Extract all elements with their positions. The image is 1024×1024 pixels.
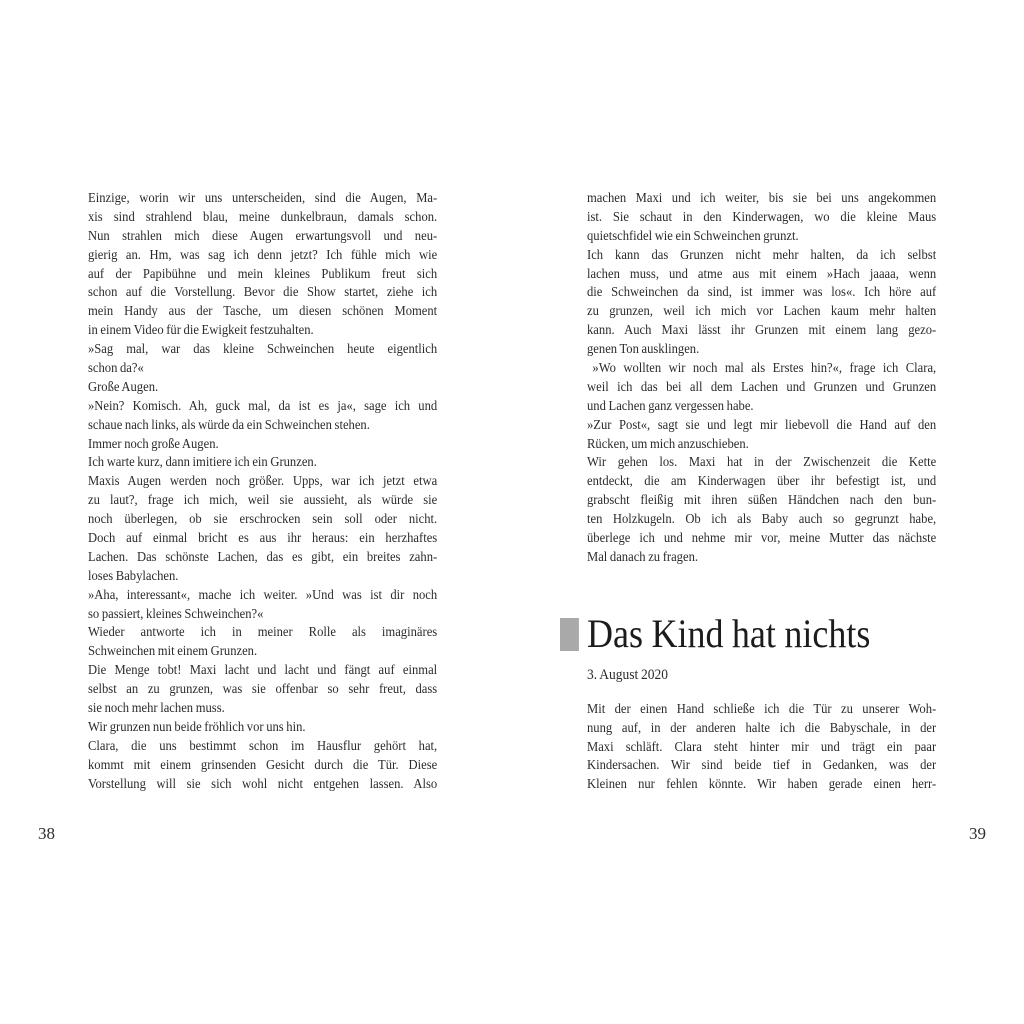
text-line: Schweinchen mit einem Grunzen. (88, 644, 258, 660)
text-line: Doch auf einmal bricht es aus ihr heraus: ein herzhaftes (88, 531, 438, 547)
text-line: zu laut?, frage ich mich, weil sie aussieht, als würde sie (88, 493, 438, 509)
text-line: überlege ich und nehme mir vor, meine Mutter das nächste (587, 531, 937, 547)
text-line: nung auf, in der anderen halte ich die Babyschale, in der (587, 720, 937, 736)
text-line: in einem Video für die Ewigkeit festzuhalten. (88, 323, 314, 339)
text-line: Rücken, um mich anzuschieben. (587, 436, 749, 452)
text-line: gierig an. Hm, was sag ich denn jetzt? Ich fühle mich wie (88, 247, 438, 263)
text-line: noch überlegen, ob sie erschrocken sein soll oder nicht. (88, 512, 438, 528)
text-line: und Lachen ganz vergessen habe. (587, 398, 754, 414)
text-line: ist. Sie schaut in den Kinderwagen, wo die kleine Maus (587, 209, 937, 225)
text-line: »Zur Post«, sagt sie und legt mir liebevoll die Hand auf den (587, 417, 937, 433)
text-line: machen Maxi und ich weiter, bis sie bei uns angekommen (587, 191, 937, 206)
text-line: Wieder antworte ich in meiner Rolle als imaginäres (88, 625, 438, 641)
chapter-heading-row (587, 612, 936, 656)
text-line: Clara, die uns bestimmt schon im Hausflur gehört hat, (88, 738, 438, 754)
text-line: schon auf die Vorstellung. Bevor die Show startet, ziehe ich (88, 285, 438, 301)
text-line: zu grunzen, weil ich mich vor Lachen kaum mehr halten (587, 304, 937, 320)
text-line: Immer noch große Augen. (88, 436, 219, 452)
left-page-text-column (88, 190, 437, 795)
text-line: kommt mit einem grinsenden Gesicht durch die Tür. Diese (88, 757, 438, 773)
text-line: Die Menge tobt! Maxi lacht und lacht und fängt auf einmal (88, 663, 438, 679)
text-line: genen Ton ausklingen. (587, 342, 700, 358)
chapter-marker-square (560, 618, 579, 651)
text-line: ten Holzkugeln. Ob ich als Baby auch so gegrunzt habe, (587, 512, 937, 528)
text-line: »Aha, interessant«, mache ich weiter. »Und was ist dir noch (88, 587, 438, 603)
text-line: »Wo wollten wir noch mal als Erstes hin?«, frage ich Clara, (592, 361, 937, 377)
right-page-text-after-chapter (587, 701, 936, 795)
text-line: »Sag mal, war das kleine Schweinchen heute eigentlich (88, 342, 438, 358)
text-line: kann. Auch Maxi lässt ihr Grunzen mit einem lang gezo- (587, 323, 937, 339)
text-line: selbst an zu grunzen, was sie offenbar so sehr freut, dass (88, 682, 438, 698)
text-line: lachen muss, und atme aus mit einem »Hach jaaaa, wenn (587, 266, 937, 282)
text-line: Maxis Augen werden noch größer. Upps, war ich jetzt etwa (88, 474, 438, 490)
text-line: Wir gehen los. Maxi hat in der Zwischenzeit die Kette (587, 455, 937, 471)
text-line: sie noch mehr lachen muss. (88, 701, 225, 717)
text-line: schaue nach links, als würde da ein Schweinchen stehen. (88, 417, 370, 433)
text-line: grabscht fleißig mit ihren süßen Händchen nach den bun- (587, 493, 937, 509)
text-line: Ich kann das Grunzen nicht mehr halten, da ich selbst (587, 247, 937, 263)
text-line: mein Handy aus der Tasche, um diesen schönen Moment (88, 304, 438, 320)
text-line: Einzige, worin wir uns unterscheiden, sind die Augen, Ma- (88, 191, 438, 206)
right-page-text-column (587, 190, 936, 795)
text-line: Wir grunzen nun beide fröhlich vor uns hin. (88, 719, 306, 735)
text-line: Kleinen nur fehlen könnte. Wir haben gerade einen herr- (587, 777, 937, 793)
text-line: Vorstellung will sie sich wohl nicht entgehen lassen. Also (88, 776, 438, 792)
text-line: quietschfidel wie ein Schweinchen grunzt. (587, 228, 799, 244)
text-line: so passiert, kleines Schweinchen?« (88, 606, 264, 622)
text-line: »Nein? Komisch. Ah, guck mal, da ist es ja«, sage ich und (88, 398, 438, 414)
text-line: Nun strahlen mich diese Augen erwartungsvoll und neu- (88, 228, 438, 244)
page-number-right: 39 (969, 824, 986, 843)
text-line: Ich warte kurz, dann imitiere ich ein Grunzen. (88, 455, 317, 471)
text-line: Maxi schläft. Clara steht hinter mir und trägt ein paar (587, 739, 937, 755)
right-page-text-before-chapter (587, 190, 936, 568)
page-number-left: 38 (38, 824, 55, 843)
text-line: Mal danach zu fragen. (587, 549, 699, 565)
text-line: die Schweinchen da sind, ist immer was los«. Ich höre auf (587, 285, 937, 301)
text-line: Kindersachen. Wir sind beide tief in Gedanken, was der (587, 758, 937, 774)
text-line: Große Augen. (88, 379, 159, 395)
text-line: entdeckt, die am Kinderwagen über ihr befestigt ist, und (587, 474, 937, 490)
text-line: auf der Papibühne und mein kleines Publikum freut sich (88, 266, 438, 282)
text-line: xis sind strahlend blau, meine dunkelbraun, damals schon. (88, 209, 438, 225)
text-line: schon da?« (88, 361, 144, 377)
text-line: Lachen. Das schönste Lachen, das es gibt, ein breites zahn- (88, 549, 438, 565)
text-line: Mit der einen Hand schließe ich die Tür zu unserer Woh- (587, 701, 937, 717)
chapter-date: 3. August 2020 (587, 666, 669, 683)
chapter-title: Das Kind hat nichts (587, 610, 871, 656)
text-line: weil ich das bei all dem Lachen und Grunzen und Grunzen (587, 379, 937, 395)
text-line: loses Babylachen. (88, 568, 179, 584)
